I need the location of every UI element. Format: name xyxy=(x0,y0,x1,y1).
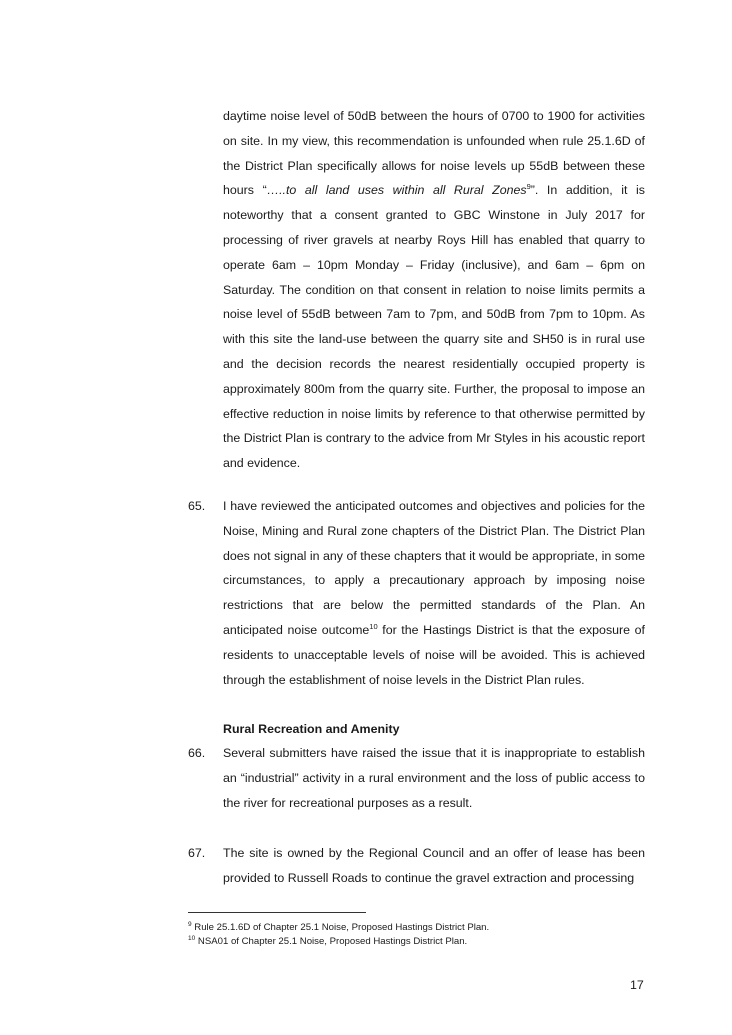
footnote-ref-9[interactable]: 9 xyxy=(526,182,531,192)
paragraph-number-65: 65. xyxy=(188,499,206,513)
footnote-9 xyxy=(188,921,489,934)
footnote-separator xyxy=(188,912,366,913)
paragraph-text: I have reviewed the anticipated outcomes and objectives and policies for the Noise, Mining and Rural zone chapters of the District Plan. The District Plan does not signal in any of these chapters that it would be appropriate, in some circumstances, to apply a precautionary approach by imposing noise restrictions that are below the permitted standards of the Plan. An anticipated noise outcome xyxy=(223,499,645,637)
paragraph-text: for the Hastings District is that the exposure of residents to unacceptable levels of noise will be avoided. This is achieved through the establishment of noise levels in the District Plan rules. xyxy=(223,622,645,687)
footnote-mark: 9 xyxy=(188,920,192,928)
footnote-ref-10[interactable]: 10 xyxy=(369,621,378,631)
paragraph-number-66: 66. xyxy=(188,746,206,760)
section-heading: Rural Recreation and Amenity xyxy=(223,722,400,736)
footnote-mark: 10 xyxy=(188,934,196,942)
paragraph-66: Several submitters have raised the issue that it is inappropriate to establish an “industrial” activity in a rural environment and the loss of public access to the river for recreational purposes as a result. xyxy=(223,746,645,810)
footnote-10 xyxy=(188,935,467,948)
paragraph-65 xyxy=(223,494,645,692)
page-number: 17 xyxy=(630,978,644,992)
paragraph-number-67: 67. xyxy=(188,846,206,860)
quoted-rule-text: …..to all land uses within all Rural Zones xyxy=(266,183,527,198)
footnote-text: NSA01 of Chapter 25.1 Noise, Proposed Hastings District Plan. xyxy=(195,936,468,947)
paragraph-text: daytime noise level of 50dB between the hours of 0700 to 1900 for activities on site. In my view, this recommendation is unfounded when rule 25.1.6D of the District Plan specifically allows for noise levels up 55dB between these hours “ xyxy=(223,109,645,198)
footnote-text: Rule 25.1.6D of Chapter 25.1 Noise, Proposed Hastings District Plan. xyxy=(191,922,490,933)
paragraph-67: The site is owned by the Regional Council and an offer of lease has been provided to Russell Roads to continue the gravel extraction and processing xyxy=(223,846,645,885)
paragraph-text: ”. In addition, it is noteworthy that a consent granted to GBC Winstone in July 2017 for processing of river gravels at nearby Roys Hill has enabled that quarry to operate 6am – 10pm Monday – Friday (inclusive), and 6am – 6pm on Saturday. The condition on that consent in relation to noise limits permits a noise level of 55dB between 7am to 7pm, and 50dB from 7pm to 10pm. As with this site the land-use between the quarry site and SH50 is in rural use and the decision records the nearest residentially occupied property is approximately 800m from the quarry site. Further, the proposal to impose an effective reduction in noise limits by reference to that otherwise permitted by the District Plan is contrary to the advice from Mr Styles in his acoustic report and evidence. xyxy=(223,183,645,471)
paragraph-64-continued xyxy=(223,104,645,476)
